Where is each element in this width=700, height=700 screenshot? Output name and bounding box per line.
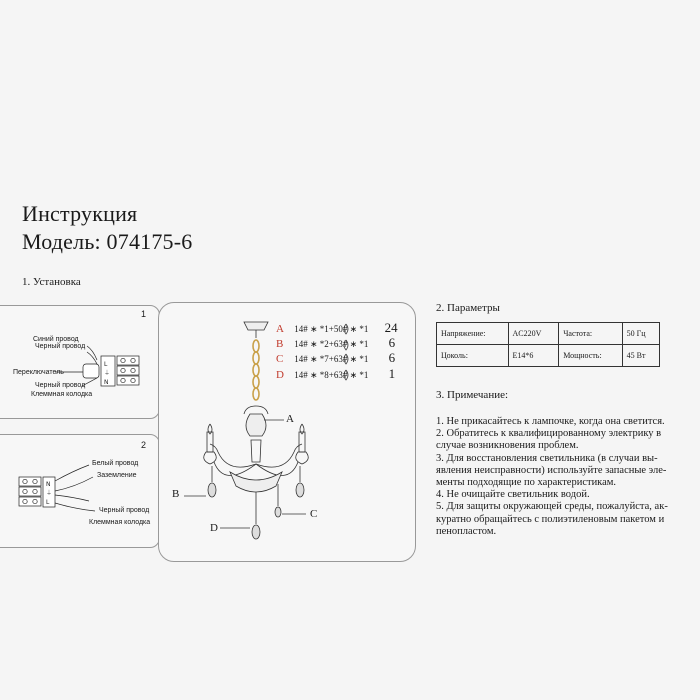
note-line: явления неисправности) используйте запасные элe-	[436, 464, 667, 476]
part-formula: 14# ∗ *2+63# ∗ *1	[294, 339, 369, 349]
note-line: 2. Обратитесь к квалифицированному электрику в	[436, 428, 662, 440]
wiring-diagram-2	[0, 435, 159, 547]
terminal-block-label: Клеммная колодка	[31, 391, 93, 398]
param-value: 45 Вт	[622, 345, 659, 367]
note-line: случае возникновения проблем.	[436, 440, 579, 452]
blue-wire-label: Синий провод	[33, 336, 79, 343]
ground-label: Заземление	[97, 472, 137, 479]
params-table	[436, 322, 660, 367]
parts-row-d	[276, 366, 395, 382]
note-line: 4. Не очищайте светильник водой.	[436, 489, 590, 501]
part-count: 6	[388, 350, 396, 365]
wiring-diagram-1	[0, 306, 159, 418]
model-number: Модель: 074175-6	[22, 229, 193, 254]
param-label: Мощность:	[559, 345, 622, 367]
note-line: пенопластом.	[436, 525, 497, 537]
param-value: AC220V	[508, 323, 559, 345]
callout-c: C	[310, 508, 318, 520]
install-step-2-panel	[0, 434, 160, 548]
switch-label: Переключатель	[13, 369, 64, 376]
callout-b: B	[172, 488, 180, 500]
part-letter: D	[276, 369, 284, 381]
part-letter: C	[276, 353, 284, 365]
param-value: E14*6	[508, 345, 559, 367]
svg-text:L: L	[104, 361, 108, 368]
white-wire-label: Белый провод	[92, 460, 139, 467]
black-wire-label: Черный провод	[99, 507, 150, 514]
parts-row-b	[276, 335, 395, 351]
param-label: Частота:	[559, 323, 622, 345]
note-line: 1. Не прикасайтесь к лампочке, когда она светится.	[436, 416, 665, 427]
svg-text:⏚: ⏚	[104, 370, 111, 377]
black-wire-2-label: Черный провод	[35, 382, 86, 389]
note-line: 3. Для восстановления светильника (в случаи вы-	[436, 452, 658, 464]
step-1-number: 1	[141, 309, 147, 319]
part-formula: 14# ∗ *8+63# ∗ *1	[294, 370, 369, 380]
svg-text:N: N	[104, 379, 109, 386]
part-formula: 14# ∗ *1+50# ∗ *1	[294, 324, 369, 334]
notes-heading: 3. Примечание:	[436, 389, 509, 401]
parts-row-a	[276, 320, 398, 336]
parts-row-c	[276, 350, 395, 366]
install-step-1-panel	[0, 305, 160, 419]
params-heading: 2. Параметры	[436, 302, 500, 314]
part-formula: 14# ∗ *7+63# ∗ *1	[294, 354, 369, 364]
install-heading: 1. Установка	[22, 276, 81, 288]
part-count: 24	[384, 320, 398, 335]
note-line: менты подходящие по характеристикам.	[436, 477, 617, 489]
part-count: 1	[388, 366, 396, 381]
param-label: Напряжение:	[437, 323, 509, 345]
black-wire-label: Черный провод	[35, 343, 86, 350]
svg-text:⏚: ⏚	[46, 490, 53, 497]
param-label: Цоколь:	[437, 345, 509, 367]
terminal-block-label: Клеммная колодка	[89, 519, 151, 526]
param-value: 50 Гц	[622, 323, 659, 345]
step-2-number: 2	[141, 440, 147, 450]
svg-text:N: N	[46, 481, 51, 488]
part-count: 6	[388, 335, 396, 350]
table-row	[437, 323, 660, 345]
document-title: Инструкция	[22, 201, 138, 226]
notes-list	[436, 416, 686, 538]
table-row	[437, 345, 660, 367]
part-letter: B	[276, 338, 284, 350]
callout-a: A	[286, 413, 294, 425]
document-title-block	[22, 200, 193, 256]
callout-d: D	[210, 522, 218, 534]
note-line: 5. Для защиты окружающей среды, пожалуйста, ак-	[436, 501, 668, 513]
svg-text:L: L	[46, 499, 50, 506]
part-letter: A	[276, 323, 284, 335]
note-line: куратно обращайтесь с полиэтиленовым пакетом и	[436, 513, 665, 525]
